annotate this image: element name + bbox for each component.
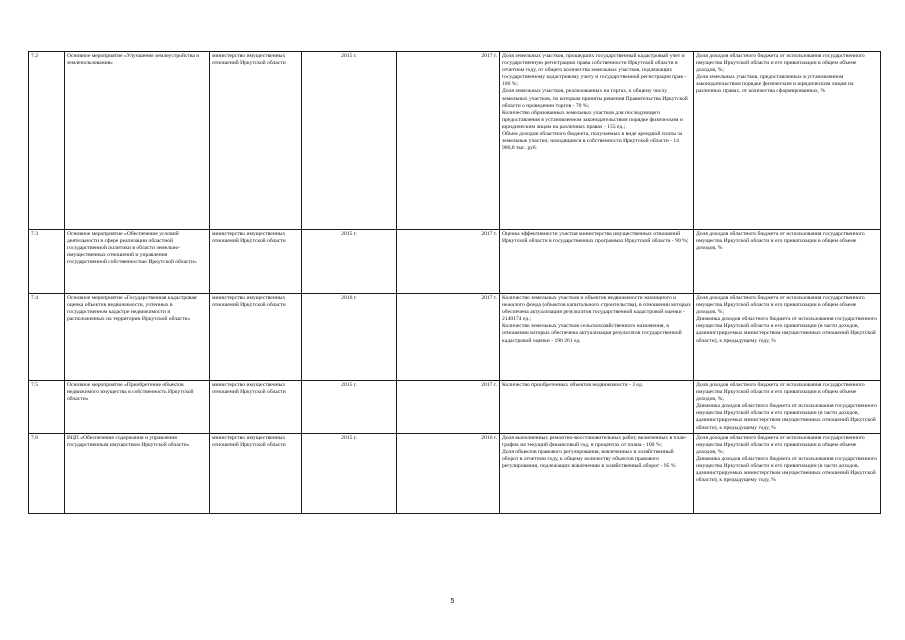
- indicators-cell: [500, 230, 694, 294]
- end-year-cell: 2016 г.: [397, 433, 500, 513]
- row-number-cell: 7.3: [29, 230, 65, 294]
- start-year-cell: 2015 г.: [302, 433, 397, 513]
- end-year-cell: 2017 г.: [397, 381, 500, 434]
- executor-cell: министерство имущественных отношений Иркутской области: [210, 381, 302, 434]
- target-indicator-text: Динамика доходов областного бюджета от использования государственного имущества Иркутской области и его приватизации (в части доходов, администрируемых министерством имущественных отношений Иркутской области), к предыдущему году, %: [696, 316, 877, 344]
- target-indicators-cell: [694, 294, 881, 381]
- measure-name-cell: ВЦП «Обеспечение содержания и управления государственным имуществом Иркутской области»: [65, 433, 210, 513]
- measure-name-cell: Основное мероприятие «Обеспечение условий деятельности в сфере реализации областной государственной политики в области земельно-имущественных отношений и управления государственной собственностью Иркутской области»: [65, 230, 210, 294]
- indicator-text: Доля земельных участков, прошедших государственный кадастровый учет и государственную регистрацию права собственности Иркутской области в отчетном году, от общего количества земельных участков, подлежащих государственному кадастровому учету и государственной регистрации прав - 100 %;: [502, 53, 687, 88]
- indicator-text: Количество приобретенных объектов недвижимости - 3 ед.: [502, 382, 644, 388]
- indicators-cell: [500, 52, 694, 230]
- executor-cell: министерство имущественных отношений Иркутской области: [210, 433, 302, 513]
- end-year-cell: 2017 г.: [397, 294, 500, 381]
- indicators-cell: [500, 433, 694, 513]
- row-number-cell: 7.6: [29, 433, 65, 513]
- indicator-text: Объем доходов областного бюджета, получаемых в виде арендной платы за земельные участки, находящиеся в собственности Иркутской области - 14 900,0 тыс. руб.: [502, 131, 683, 152]
- measure-name-cell: Основное мероприятие «Государственная кадастровая оценка объектов недвижимости, учтенных в государственном кадастре недвижимости и расположенных на территории Иркутской области»: [65, 294, 210, 381]
- indicator-text: Оценка эффективности участия министерства имущественных отношений Иркутской области в государственных программах Иркутской области - 90 %;: [502, 231, 689, 245]
- page-number: 5: [450, 598, 455, 605]
- row-number-cell: 7.2: [29, 52, 65, 230]
- table-row: [29, 52, 881, 230]
- indicator-text: Количество образованных земельных участков для последующего предоставления в установленном законодательством порядке физическим и юридическим лицам на различных правах - 155 ед.;: [502, 109, 683, 130]
- row-number-cell: 7.5: [29, 381, 65, 434]
- indicator-text: Доля земельных участков, реализованных на торгах, к общему числу земельных участков, по которым приняты решения Правительства Иркутской области о проведении торгов - 70 %;: [502, 88, 688, 109]
- end-year-cell: 2017 г.: [397, 52, 500, 230]
- start-year-cell: 2015 г.: [302, 230, 397, 294]
- measure-name-cell: Основное мероприятие «Улучшение землеустройства и землепользования»: [65, 52, 210, 230]
- table-row: [29, 230, 881, 294]
- target-indicators-cell: [694, 433, 881, 513]
- target-indicator-text: Динамика доходов областного бюджета от использования государственного имущества Иркутской области и его приватизации (в части доходов, администрируемых министерством имущественных отношений Иркутской области), к предыдущему году, %: [696, 403, 877, 431]
- measure-name-cell: Основное мероприятие «Приобретение объектов недвижимого имущества в собственность Иркутской области»: [65, 381, 210, 434]
- table-row: [29, 294, 881, 381]
- indicator-text: Доля выполненных ремонтно-восстановительных работ, включенных в план-график на текущий финансовый год, в процентах от плана - 100 %;: [502, 434, 687, 448]
- measures-table: [28, 51, 881, 514]
- end-year-cell: 2017 г.: [397, 230, 500, 294]
- table-row: [29, 381, 881, 434]
- indicators-cell: [500, 381, 694, 434]
- executor-cell: министерство имущественных отношений Иркутской области: [210, 230, 302, 294]
- indicator-text: Количество земельных участков и объектов недвижимости жилищного и нежилого фонда (объектов капитального строительства), в отношении которых обеспечена актуализация результатов государственной кадастровой оценки - 2140174 ед.;: [502, 295, 691, 323]
- target-indicators-cell: [694, 381, 881, 434]
- target-indicator-text: Доля доходов областного бюджета от использования государственного имущества Иркутской области и его приватизации в общем объеме доходов, %: [696, 231, 865, 252]
- target-indicator-text: Доля доходов областного бюджета от использования государственного имущества Иркутской области и его приватизации в общем объеме доходов, %;: [696, 295, 865, 316]
- row-number-cell: 7.4: [29, 294, 65, 381]
- target-indicator-text: Доля доходов областного бюджета от использования государственного имущества Иркутской области и его приватизации в общем объеме доходов, %;: [696, 382, 865, 403]
- start-year-cell: 2015 г.: [302, 381, 397, 434]
- target-indicator-text: Доля доходов областного бюджета от использования государственного имущества Иркутской области и его приватизации в общем объеме доходов, %;: [696, 53, 865, 74]
- indicator-text: Количество земельных участков сельскохозяйственного назначения, в отношении которых обеспечена актуализация результатов государственной кадастровой оценки - 190 261 ед.: [502, 323, 682, 344]
- indicators-cell: [500, 294, 694, 381]
- target-indicators-cell: [694, 52, 881, 230]
- target-indicator-text: Доля доходов областного бюджета от использования государственного имущества Иркутской области и его приватизации в общем объеме доходов, %;: [696, 434, 865, 455]
- table-row: [29, 433, 881, 513]
- target-indicator-text: Динамика доходов областного бюджета от использования государственного имущества Иркутской области и его приватизации (в части доходов, администрируемых министерством имущественных отношений Иркутской области), к предыдущему году, %: [696, 455, 877, 484]
- start-year-cell: 2015 г.: [302, 52, 397, 230]
- target-indicator-text: Доля земельных участков, предоставленных в установленном законодательством порядке физическим и юридическим лицам на различных правах, от количества сформированных, %: [696, 74, 854, 95]
- target-indicators-cell: [694, 230, 881, 294]
- start-year-cell: 2016 г.: [302, 294, 397, 381]
- executor-cell: министерство имущественных отношений Иркутской области: [210, 294, 302, 381]
- indicator-text: Доля объектов правового регулирования, вовлеченных в хозяйственный оборот в отчетном году, к общему количеству объектов правового регулирования, подлежащих вовлечению в хозяйственный оборот - 95 %: [502, 448, 676, 470]
- executor-cell: министерство имущественных отношений Иркутской области: [210, 52, 302, 230]
